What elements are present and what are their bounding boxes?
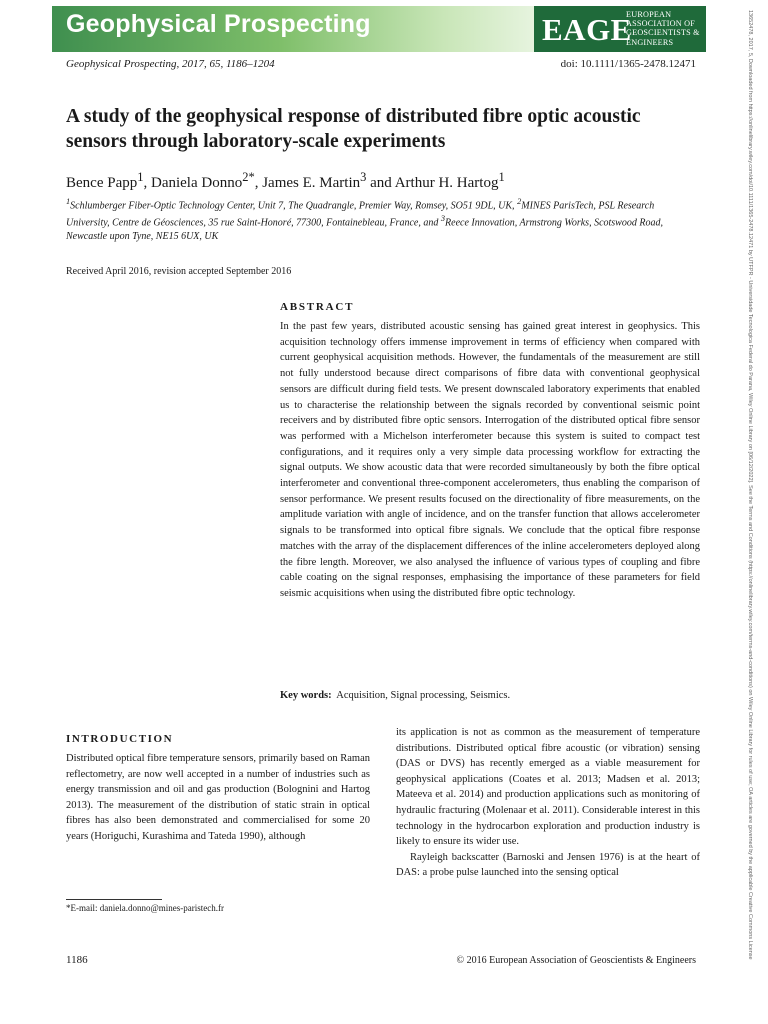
author-name: Arthur H. Hartog	[394, 175, 499, 191]
eage-logo: EAGE	[542, 12, 632, 47]
keywords-list: Acquisition, Signal processing, Seismics.	[336, 690, 511, 701]
eage-logo-block	[534, 6, 706, 52]
page-number: 1186	[66, 954, 88, 966]
journal-name: Geophysical Prospecting	[66, 10, 371, 38]
download-notice-text: 13652478, 2017, 5, Downloaded from https://onlinelibrary.wiley.com/doi/10.1111/1365-2478.12471 by UTFPR - Universidade Tecnologica Federal do Parana, Wiley Online Library on [06/12/2022]. See the Terms and Conditions (https://onlinelibrary.wiley.com/terms-and-conditions) on Wiley Online Library for rules of use; OA articles are governed by the applicable Creative Commons License	[747, 10, 753, 960]
running-header-citation: Geophysical Prospecting, 2017, 65, 1186–1204	[66, 58, 275, 70]
right-column	[396, 725, 700, 881]
download-notice-strip	[746, 10, 764, 1010]
author-name: Bence Papp	[66, 175, 138, 191]
copyright-notice: © 2016 European Association of Geoscientists & Engineers	[456, 955, 696, 966]
author-list: Bence Papp$^1$, Daniela Donno$^{2*}$, James E. Martin$^3$ and Arthur H. Hartog$^1$	[66, 170, 505, 191]
left-column	[66, 733, 370, 845]
intro-paragraph: Rayleigh backscatter (Barnoski and Jensen 1976) is at the heart of DAS: a probe pulse launched into the sensing optical	[396, 851, 700, 879]
author-name: Daniela Donno	[150, 175, 243, 191]
eage-org-name: EUROPEAN ASSOCIATION OF GEOSCIENTISTS & ENGINEERS	[626, 10, 700, 47]
paper-title: A study of the geophysical response of distributed fibre optic acoustic sensors through laboratory-scale experiments	[66, 106, 641, 152]
footnote-rule	[66, 899, 162, 900]
received-dates: Received April 2016, revision accepted September 2016	[66, 266, 292, 277]
intro-paragraph: its application is not as common as the measurement of temperature distributions. Distributed optical fibre acoustic (or vibration) sensing (DAS or DVS) has recently emerged as a viable measurement for geophysical applications (Coates et al. 2013; Madsen et al. 2013; Mateeva et al. 2014) and production applications such as monitoring of hydraulic fracturing (Molenaar et al. 2011). Considerable interest in this technology in the hydrocarbon exploration and production industry is likely to ensure its wider use.	[396, 727, 700, 848]
abstract-text: In the past few years, distributed acoustic sensing has gained great interest in geophysics. This acquisition technology offers immense improvement in terms of efficiency when compared with current geophysical acquisition methods. However, the fundamentals of the measurement are still not fully understood because direct comparisons of fibre data with conventional geophysical sensors are difficult during field tests. We present downscaled laboratory experiments that enabled us to characterise the relationship between the signals recorded by conventional seismic point receivers and by distributed fibre optic sensors. Interrogation of the distributed optical fibre sensor was performed with a Michelson interferometer because this system is suited to compact test configurations, and it requires only a very simple data processing workflow for extracting the signal outputs. We show acoustic data that were recorded simultaneously by both the fibre optical interferometer and conventional three-component accelerometers, thus enabling the comparison of sensor performance. We present results focused on the directionality of fibre measurements, on the amplitude variation with angle of incidence, and on the transfer function that allows accelerometer signals to be transformed into optical fibre signals. We conclude that the optical fibre response matches with the array of the displacement differences of the inline accelerometers deployed along the fibre length. Moreover, we also analysed the influence of various types of coupling and fibre cable coating on the signal responses, emphasising the importance of these parameters for field seismic acquisitions when using the distributed fibre optic technology.	[280, 321, 700, 599]
running-header-doi: doi: 10.1111/1365-2478.12471	[560, 58, 696, 70]
journal-banner	[52, 6, 706, 52]
corresponding-author-footnote: *E-mail: daniela.donno@mines-paristech.fr	[66, 903, 224, 913]
affiliations: $^1$Schlumberger Fiber-Optic Technology Center, Unit 7, The Quadrangle, Premier Way, Romsey, SO51 9DL, UK, $^2$MINES ParisTech, PSL Research University, Centre de Géosciences, 35 rue Saint-Honoré, 77300, Fontainebleau, France, and $^3$Reece Innovation, Armstrong Works, Scotswood Road, Newcastle upon Tyne, NE15 6UX, UK	[66, 197, 663, 242]
author-name: James E. Martin	[262, 175, 361, 191]
keywords	[280, 690, 510, 701]
keywords-label: Key words:	[280, 690, 332, 701]
abstract-heading: ABSTRACT	[280, 301, 355, 313]
section-heading-introduction: INTRODUCTION	[66, 733, 174, 745]
intro-paragraph: Distributed optical fibre temperature sensors, primarily based on Raman reflectometry, are now well accepted in a number of industries such as energy transmission and oil and gas production (Bolognini and Hartog 2013). The measurement of the distribution of static strain in optical fibres has also been demonstrated and commercialised for some 20 years (Horiguchi, Kurashima and Tateda 1990), although	[66, 753, 370, 842]
